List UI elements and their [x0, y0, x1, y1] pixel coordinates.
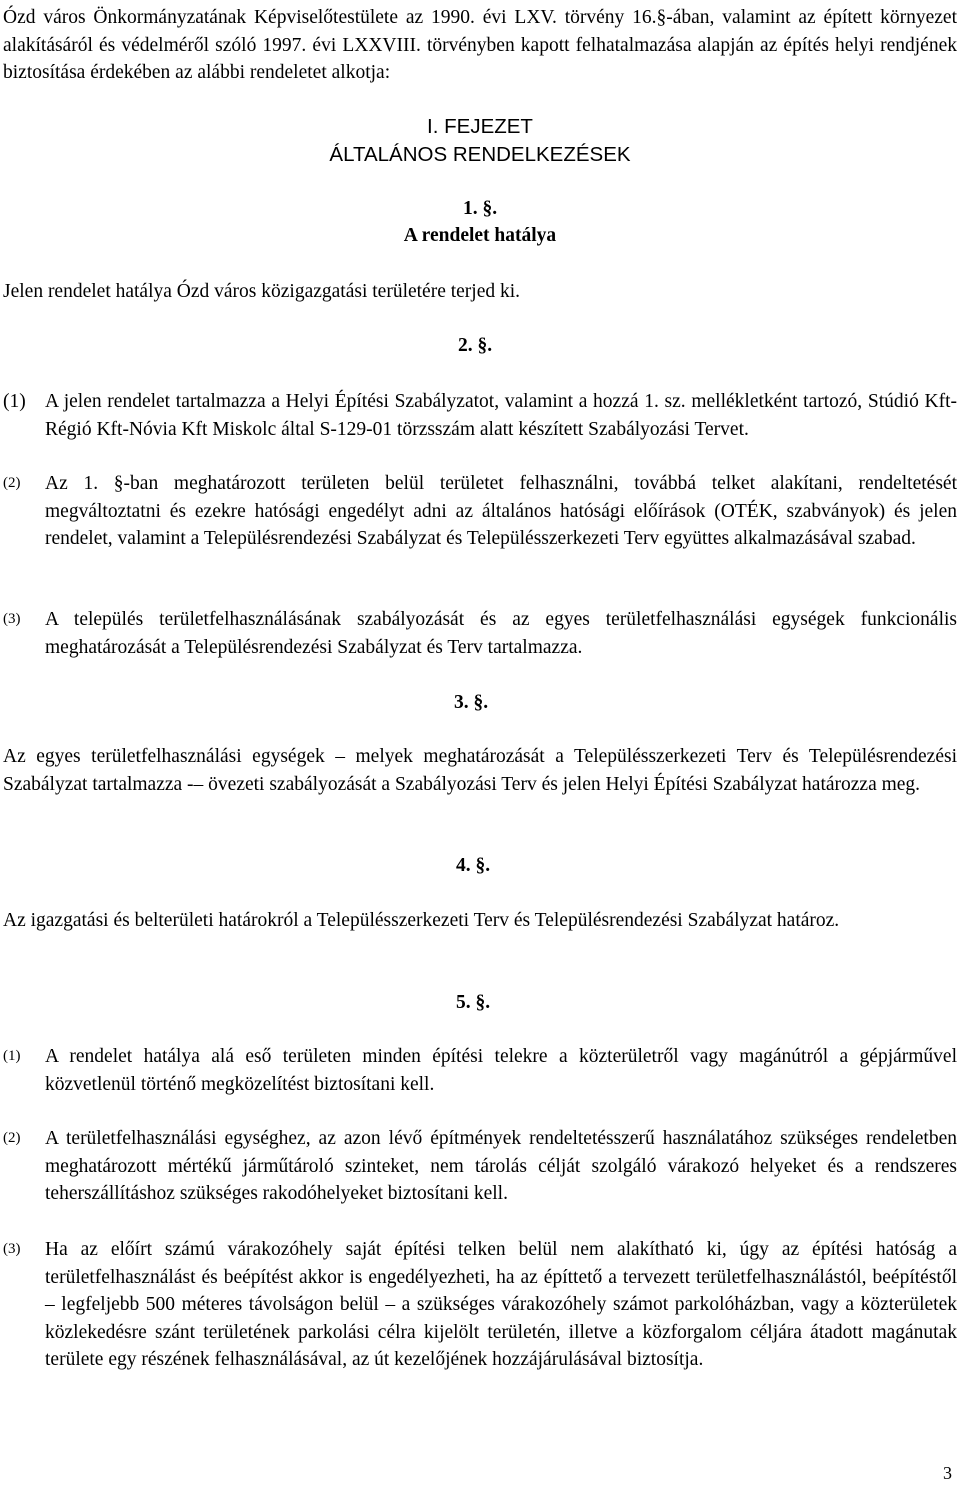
section-5-item-2 — [3, 1125, 957, 1208]
section-5-heading: 5. §. — [456, 992, 491, 1013]
section-2-heading: 2. §. — [458, 335, 493, 356]
item-number: (2) — [3, 1130, 21, 1146]
section-3-heading: 3. §. — [454, 692, 489, 713]
section-2-item-3 — [3, 606, 957, 661]
section-2-item-1 — [3, 388, 957, 443]
section-4-heading: 4. §. — [456, 855, 491, 876]
section-1-title: A rendelet hatálya — [403, 225, 557, 246]
chapter-number: I. FEJEZET — [427, 115, 533, 138]
section-5-item-1 — [3, 1043, 957, 1098]
item-text: A területfelhasználási egységhez, az azon lévő építmények rendeltetésszerű használatához szükséges rendeletben meghatározott mértékű járműtároló szinteket, nem tárolás célját szolgáló várakozó helyeket és a rendszeres teherszállításhoz szükséges rakodóhelyeket biztosítani kell. — [45, 1128, 957, 1204]
item-text: A rendelet hatálya alá eső területen minden építési telekre a közterületről vagy magánútról a gépjárművel közvetlenül történő megközelítést biztosítani kell. — [45, 1046, 957, 1095]
section-4-body: Az igazgatási és belterületi határokról a Településszerkezeti Terv és Településrendezési Szabályzat határoz. — [3, 910, 840, 931]
section-5-item-3 — [3, 1236, 957, 1374]
item-number: (2) — [3, 475, 21, 491]
section-1-heading: 1. §. — [462, 198, 498, 219]
chapter-title: ÁLTALÁNOS RENDELKEZÉSEK — [329, 143, 631, 166]
section-2-item-2 — [3, 470, 957, 553]
item-text: A jelen rendelet tartalmazza a Helyi Építési Szabályzatot, valamint a hozzá 1. sz. mellékletként tartozó, Stúdió Kft-Régió Kft-Nóvia Kft Miskolc által S-129-01 törzsszám alatt készített Szabályozási Tervet. — [45, 391, 957, 440]
section-1-body: Jelen rendelet hatálya Ózd város közigazgatási területére terjed ki. — [3, 281, 521, 302]
item-text: Ha az előírt számú várakozóhely saját építési telken belül nem alakítható ki, úgy az építési hatóság a területfelhasználást és beépítést akkor is engedélyezheti, ha az építtető a tervezett területfelhasználástól, beépítéstől – legfeljebb 500 méteres távolságon belül – a szükséges várakozóhely számot parkolóházban, vagy a közterületek közlekedésre szánt területének parkolási célra kijelölt területén, illetve a közforgalom céljára átadott magánutak területe egy részének felhasználásával, az út kezelőjének hozzájárulásával biztosítja. — [45, 1239, 957, 1370]
item-number: (1) — [3, 391, 26, 412]
item-number: (1) — [3, 1048, 21, 1064]
section-3-body: Az egyes területfelhasználási egységek – melyek meghatározását a Településszerkezeti Terv és Településrendezési Szabályzat tartalmazza -– övezeti szabályozását a Szabályozási Terv és jelen Helyi Építési Szabályzat határozza meg. — [3, 746, 957, 795]
item-number: (3) — [3, 611, 21, 627]
page-number: 3 — [943, 1463, 952, 1483]
item-number: (3) — [3, 1241, 21, 1257]
item-text: A település területfelhasználásának szabályozását és az egyes területfelhasználási egységek funkcionális meghatározását a Településrendezési Szabályzat és Terv tartalmazza. — [45, 609, 957, 658]
intro-paragraph: Ózd város Önkormányzatának Képviselőtestülete az 1990. évi LXV. törvény 16.§-ában, valamint az épített környezet alakításáról és védelméről szóló 1997. évi LXXVIII. törvényben kapott felhatalmazása alapján az építés helyi rendjének biztosítása érdekében az alábbi rendeletet alkotja: — [3, 7, 957, 83]
item-text: Az 1. §-ban meghatározott területen belül területet felhasználni, továbbá telket alakítani, rendeltetését megváltoztatni és ezekre hatósági engedélyt adni az általános hatósági előírások (OTÉK, szabványok) és jelen rendelet, valamint a Településrendezési Szabályzat és Településszerkezeti Terv együttes alkalmazásával szabad. — [45, 473, 957, 549]
